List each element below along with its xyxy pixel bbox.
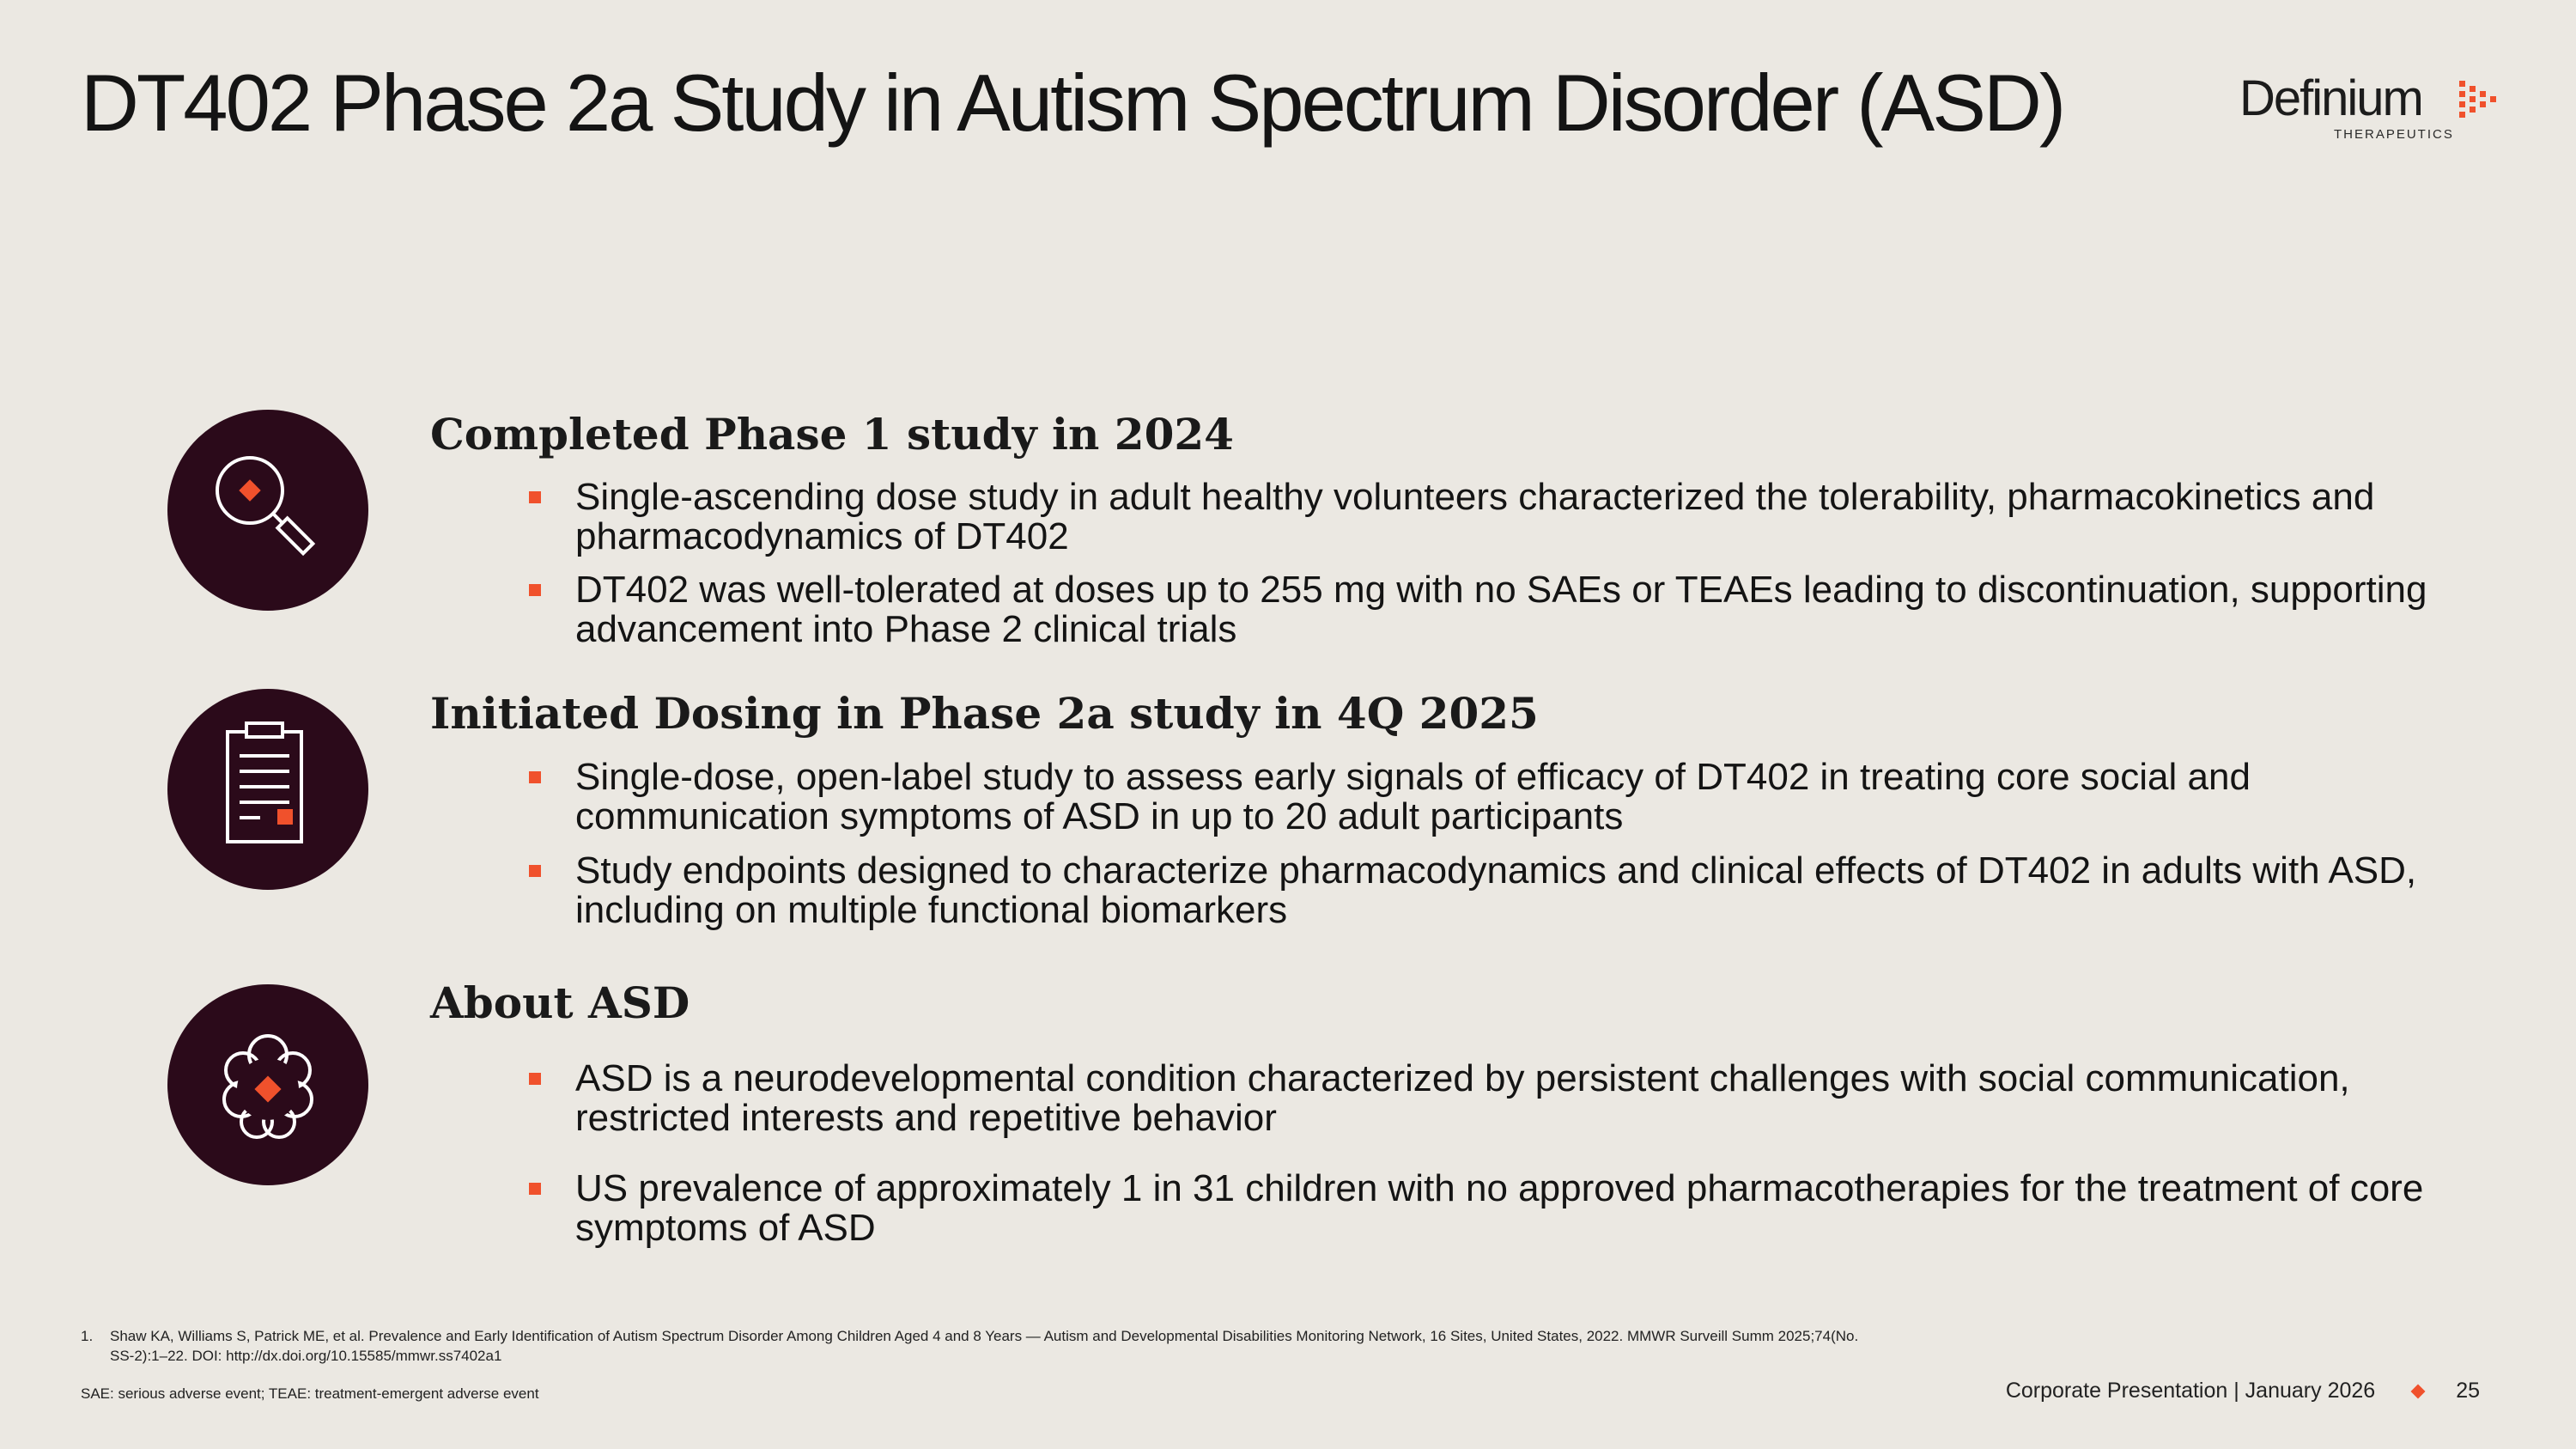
logo-dots-icon (2454, 79, 2502, 127)
magnifier-icon (167, 410, 368, 611)
footnote-number: 1. (81, 1328, 94, 1344)
bullet-phase1-1: Single-ascending dose study in adult healthy volunteers characterized the tolerability, pharmacokinetics and pharmacodynamics of DT402 (575, 478, 2490, 557)
footnote-text: Shaw KA, Williams S, Patrick ME, et al. Prevalence and Early Identification of Autism Spectrum Disorder Among Children Aged 4 and 8 Years — Autism and Developmental Disabilities Monitoring Network, 16 Sites, United States, 2022. MMWR Surveill Summ 2025;74(No. SS-2):1–22. DOI: http://dx.doi.org/10.15585/mmwr.ss7402a1 (110, 1328, 1859, 1364)
bullet-phase1-2: DT402 was well-tolerated at doses up to 255 mg with no SAEs or TEAEs leading to discontinuation, supporting advancement into Phase 2 clinical trials (575, 570, 2490, 649)
section-title-phase2a: Initiated Dosing in Phase 2a study in 4Q 2025 (430, 688, 1539, 739)
footer-label: Corporate Presentation | January 2026 (2005, 1379, 2376, 1403)
footnote (81, 1326, 1884, 1366)
abbreviations-note: SAE: serious adverse event; TEAE: treatment-emergent adverse event (81, 1385, 539, 1402)
logo-wordmark: Definium (2239, 70, 2422, 126)
diamond-icon (2411, 1384, 2426, 1398)
logo-subtitle: THERAPEUTICS (2334, 127, 2454, 142)
company-logo (2239, 70, 2497, 151)
section-title-about-asd: About ASD (430, 977, 690, 1028)
clipboard-icon (167, 689, 368, 890)
section-title-phase1: Completed Phase 1 study in 2024 (430, 409, 1234, 460)
footer (2006, 1379, 2480, 1403)
bullet-asd-1: ASD is a neurodevelopmental condition characterized by persistent challenges with social communication, restricted interests and repetitive behavior (575, 1059, 2490, 1138)
page-number: 25 (2456, 1379, 2480, 1403)
brain-flower-icon (167, 984, 368, 1185)
page-title: DT402 Phase 2a Study in Autism Spectrum Disorder (ASD) (81, 58, 2064, 148)
bullet-phase2a-2: Study endpoints designed to characterize pharmacodynamics and clinical effects of DT402 in adults with ASD, including on multiple functional biomarkers (575, 851, 2490, 930)
bullet-phase2a-1: Single-dose, open-label study to assess early signals of efficacy of DT402 in treating core social and communication symptoms of ASD in up to 20 adult participants (575, 758, 2490, 837)
bullet-asd-2: US prevalence of approximately 1 in 31 children with no approved pharmacotherapies for the treatment of core symptoms of ASD (575, 1169, 2490, 1248)
